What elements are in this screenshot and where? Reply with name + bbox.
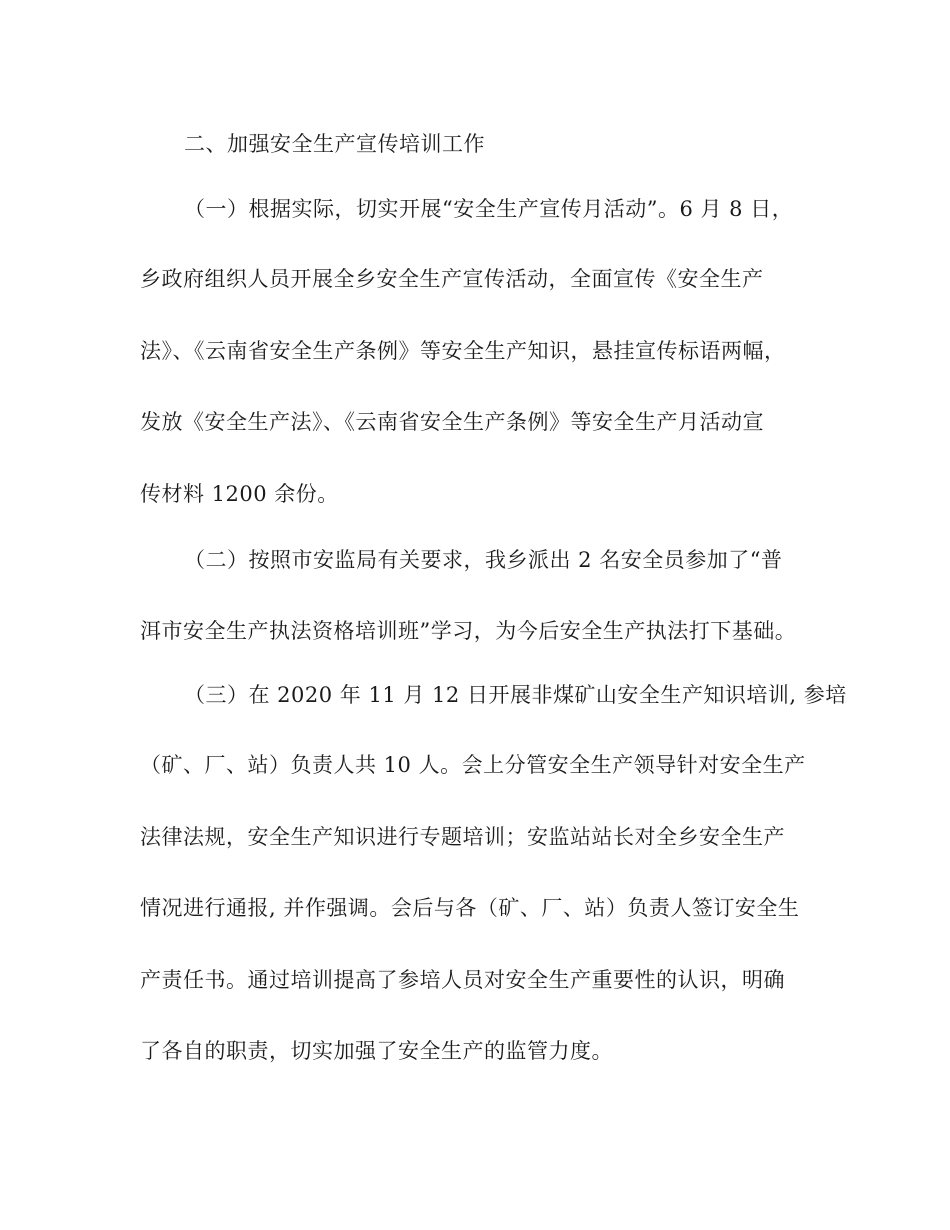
paragraph-line: 产责任书。通过培训提高了参培人员对安全生产重要性的认识，明确 (140, 968, 785, 992)
paragraph-line: 洱市安全生产执法资格培训班”学习，为今后安全生产执法打下基础。 (140, 619, 797, 643)
paragraph-line: （二）按照市安监局有关要求，我乡派出 2 名安全员参加了“普 (184, 548, 783, 572)
paragraph-line: （一）根据实际，切实开展“安全生产宣传月活动”。6 月 8 日， (184, 197, 794, 221)
paragraph-line: 情况进行通报, 并作强调。会后与各（矿、厂、站）负责人签订安全生 (140, 896, 800, 920)
section-heading: 二、加强安全生产宣传培训工作 (184, 132, 485, 156)
paragraph-line: 发放《安全生产法》、《云南省安全生产条例》等安全生产月活动宣 (140, 410, 764, 434)
paragraph-line: 传材料 1200 余份。 (140, 482, 339, 506)
paragraph-line: （三）在 2020 年 11 月 12 日开展非煤矿山安全生产知识培训, 参培 (184, 683, 847, 707)
paragraph-line: 了各自的职责，切实加强了安全生产的监管力度。 (140, 1039, 613, 1063)
paragraph-line: 法》、《云南省安全生产条例》等安全生产知识，悬挂宣传标语两幅， (140, 339, 786, 363)
paragraph-line: （矿、厂、站）负责人共 10 人。会上分管安全生产领导针对安全生产 (140, 753, 806, 777)
paragraph-line: 法律法规，安全生产知识进行专题培训；安监站站长对全乡安全生产 (140, 825, 785, 849)
paragraph-line: 乡政府组织人员开展全乡安全生产宣传活动，全面宣传《安全生产 (140, 267, 764, 291)
